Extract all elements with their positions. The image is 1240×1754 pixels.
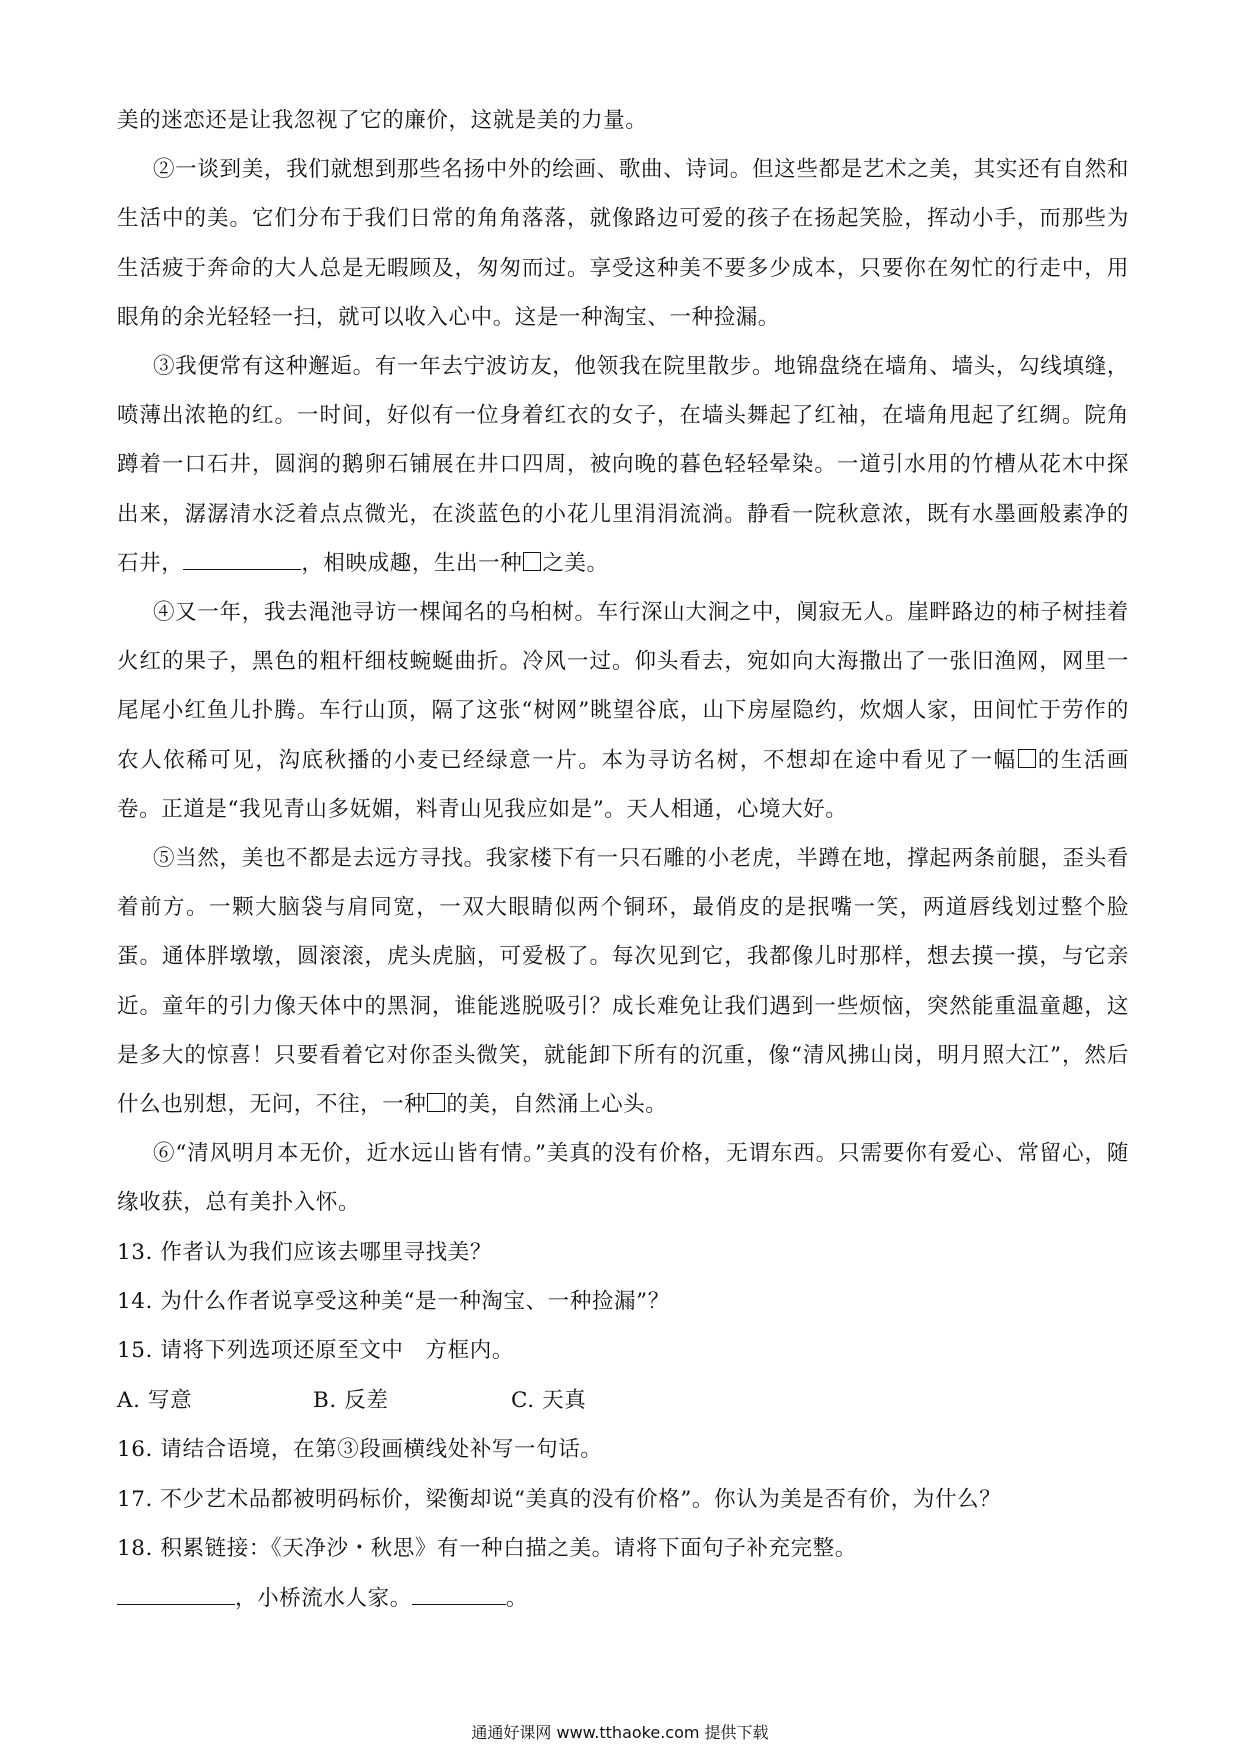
question-15-text: 15. 请将下列选项还原至文中 <box>117 1338 404 1364</box>
paragraph-6: ⑥“清风明月本无价，近水远山皆有情。”美真的没有价格，无谓东西。只需要你有爱心、常留心，随缘收获，总有美扑入怀。 <box>117 1141 1129 1216</box>
question-18-fill <box>117 1574 1129 1623</box>
paragraph-3-text-c: 之美。 <box>542 550 609 576</box>
answer-box <box>427 1093 445 1112</box>
fill-blank-line <box>183 549 301 570</box>
question-18-end: 。 <box>505 1585 528 1611</box>
option-b: B. 反差 <box>313 1387 389 1413</box>
question-17: 17. 不少艺术品都被明码标价，梁衡却说“美真的没有价格”。你认为美是否有价，为什么？ <box>117 1486 1002 1512</box>
paragraph-4-text: ④又一年，我去渑池寻访一棵闻名的乌桕树。车行深山大涧之中，阒寂无人。崖畔路边的柿子树挂着火红的果子，黑色的粗杆细枝蜿蜒曲折。冷风一过。仰头看去，宛如向大海撒出了一张旧渔网，网里一尾尾小红鱼儿扑腾。车行山顶，隔了这张“树网”眺望谷底，山下房屋隐约，炊烟人家，田间忙于劳作的农人依稀可见，沟底秋播的小麦已经绿意一片。本为寻访名树，不想却在途中看见了一幅 <box>117 600 1129 773</box>
paragraph-1-tail: 美的迷恋还是让我忽视了它的廉价，这就是美的力量。 <box>117 108 648 133</box>
answer-box <box>523 552 541 571</box>
paragraph-3-text: ③我便常有这种邂逅。有一年去宁波访友，他领我在院里散步。地锦盘绕在墙角、墙头，勾线填缝，喷薄出浓艳的红。一时间，好似有一位身着红衣的女子，在墙头舞起了红袖，在墙角甩起了红绸。院角蹲着一口石井，圆润的鹅卵石铺展在井口四周，被向晚的暮色轻轻晕染。一道引水用的竹槽从花木中探出来，潺潺清水泛着点点微光，在淡蓝色的小花儿里涓涓流淌。静看一院秋意浓，既有水墨画般素净的石井， <box>117 354 1129 576</box>
fill-blank-line <box>412 1584 506 1605</box>
document-page <box>117 96 1129 1623</box>
page-footer: 通通好课网 www.tthaoke.com 提供下载 <box>471 1723 769 1742</box>
question-15-text-b: 方框内。 <box>425 1338 514 1364</box>
option-c: C. 天真 <box>511 1387 587 1413</box>
question-15 <box>117 1326 1129 1375</box>
fill-blank-line <box>117 1584 235 1605</box>
paragraph-2: ②一谈到美，我们就想到那些名扬中外的绘画、歌曲、诗词。但这些都是艺术之美，其实还有自然和生活中的美。它们分布于我们日常的角角落落，就像路边可爱的孩子在扬起笑脸，挥动小手，而那些为生活疲于奔命的大人总是无暇顾及，匆匆而过。享受这种美不要多少成本，只要你在匆忙的行走中，用眼角的余光轻轻一扫，就可以收入心中。这是一种淘宝、一种捡漏。 <box>117 157 1129 330</box>
paragraph-5-text: ⑤当然，美也不都是去远方寻找。我家楼下有一只石雕的小老虎，半蹲在地，撑起两条前腿，歪头看着前方。一颗大脑袋与肩同宽，一双大眼睛似两个铜环，最俏皮的是抿嘴一笑，两道唇线划过整个脸蛋。通体胖墩墩，圆滚滚，虎头虎脑，可爱极了。每次见到它，我都像儿时那样，想去摸一摸，与它亲近。童年的引力像天体中的黑洞，谁能逃脱吸引？成长难免让我们遇到一些烦恼，突然能重温童趣，这是多大的惊喜！只要看着它对你歪头微笑，就能卸下所有的沉重，像“清风拂山岗，明月照大江”，然后什么也别想，无问，不往，一种 <box>117 846 1129 1118</box>
paragraph-5 <box>117 834 1129 1129</box>
question-18-mid: ，小桥流水人家。 <box>235 1585 412 1611</box>
question-16: 16. 请结合语境，在第③段画横线处补写一句话。 <box>117 1437 603 1463</box>
question-14: 14. 为什么作者说享受这种美“是一种淘宝、一种捡漏”？ <box>117 1289 670 1315</box>
question-18: 18. 积累链接：《天净沙・秋思》有一种白描之美。请将下面句子补充完整。 <box>117 1536 857 1562</box>
paragraph-5-text-b: 的美，自然涌上心头。 <box>446 1092 668 1118</box>
option-a: A. 写意 <box>117 1387 193 1413</box>
paragraph-3-text-b: ，相映成趣，生出一种 <box>301 550 523 576</box>
question-13: 13. 作者认为我们应该去哪里寻找美？ <box>117 1239 492 1265</box>
question-15-options <box>117 1376 1129 1425</box>
paragraph-3 <box>117 342 1129 588</box>
paragraph-4 <box>117 588 1129 834</box>
paragraph-4-text-b: 的生活画卷。正道是“我见青山多妩媚，料青山见我应如是”。天人相通，心境大好。 <box>117 747 1129 822</box>
answer-box <box>1018 749 1036 768</box>
